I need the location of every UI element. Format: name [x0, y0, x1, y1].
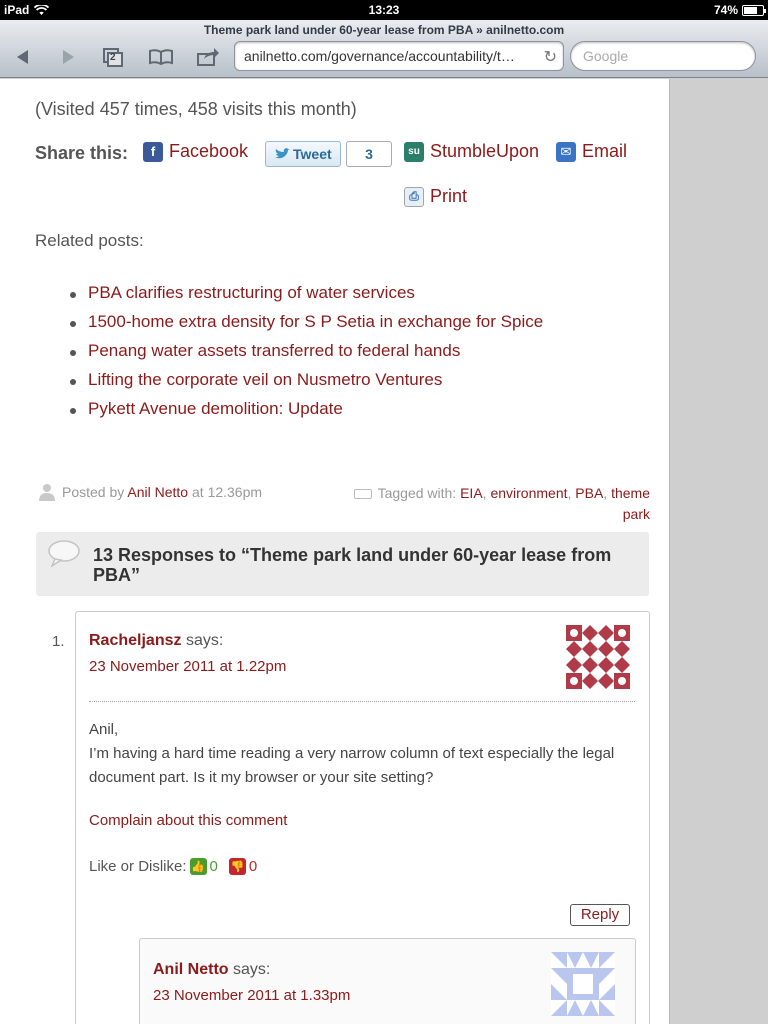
responses-header	[36, 532, 649, 596]
share-stumbleupon-link[interactable]	[404, 141, 539, 162]
forward-arrow-icon	[59, 48, 77, 66]
says-label: says:	[185, 632, 224, 649]
like-count: 0	[209, 858, 218, 875]
reply-button[interactable]: Reply	[570, 904, 630, 926]
envelope-icon: ✉	[556, 142, 576, 162]
comment-text-line: I’m having a hard time reading a very narrow column of text especially the legal document part. Is it my browser or your site setting?	[89, 745, 615, 786]
tagged-with-prefix: Tagged with:	[377, 485, 457, 501]
speech-bubble-icon	[47, 539, 81, 567]
status-bar	[0, 0, 768, 20]
share-print-label: Print	[430, 186, 468, 206]
reply-date-link[interactable]: 23 November 2011 at 1.33pm	[153, 987, 351, 1004]
browser-toolbar	[0, 20, 768, 78]
related-post-item	[70, 341, 543, 370]
share-print-link[interactable]	[404, 186, 467, 207]
related-post-item	[70, 312, 543, 341]
tweet-label: Tweet	[293, 146, 332, 162]
related-posts-heading: Related posts:	[35, 231, 144, 250]
tweet-count: 3	[346, 141, 392, 167]
tag-link[interactable]: EIA	[460, 485, 483, 501]
related-post-item	[70, 399, 543, 428]
complain-link[interactable]: Complain about this comment	[89, 812, 288, 829]
related-post-link[interactable]: Lifting the corporate veil on Nusmetro Ventures	[88, 370, 443, 389]
comment-author-link[interactable]: Racheljansz	[89, 632, 182, 649]
share-bar	[35, 141, 665, 231]
battery-icon	[742, 5, 764, 16]
thumbs-down-icon[interactable]: 👎	[229, 858, 246, 875]
clock: 13:23	[368, 3, 400, 17]
web-page	[0, 79, 670, 1024]
tab-count: 2	[110, 52, 116, 63]
thumbs-up-icon[interactable]: 👍	[190, 858, 207, 875]
share-facebook-link[interactable]	[143, 141, 248, 162]
printer-icon: ⎙	[404, 187, 424, 207]
related-post-item	[70, 283, 543, 312]
tag-link[interactable]: environment	[490, 485, 568, 501]
back-arrow-icon	[14, 48, 32, 66]
share-label: Share this:	[35, 143, 129, 163]
tweet-button[interactable]	[265, 141, 341, 167]
share-email-label: Email	[582, 141, 628, 161]
twitter-bird-icon	[274, 148, 290, 160]
share-action-button[interactable]	[193, 45, 223, 69]
like-dislike-label: Like or Dislike:	[89, 858, 187, 875]
related-posts-list	[70, 283, 543, 428]
pages-button[interactable]	[98, 45, 128, 69]
page-title: Theme park land under 60-year lease from PBA » anilnetto.com	[203, 23, 565, 37]
related-post-item	[70, 370, 543, 399]
share-facebook-label: Facebook	[169, 141, 249, 161]
comment	[75, 611, 650, 1024]
reply-author-link[interactable]: Anil Netto	[153, 961, 229, 978]
related-post-link[interactable]: PBA clarifies restructuring of water services	[88, 283, 415, 302]
post-meta: Posted by Anil Netto at 12.36pm Tagged with: EIA, environment, PBA, theme park	[38, 481, 650, 525]
tag-link[interactable]: PBA	[575, 485, 604, 501]
forward-button[interactable]	[53, 45, 83, 69]
book-icon	[148, 48, 174, 66]
address-bar[interactable]	[234, 41, 564, 71]
avatar	[551, 952, 615, 1016]
visit-counter: (Visited 457 times, 458 visits this month)	[35, 99, 357, 119]
search-input[interactable]	[570, 41, 756, 71]
comment-date-link[interactable]: 23 November 2011 at 1.22pm	[89, 658, 287, 675]
related-post-link[interactable]: Penang water assets transferred to federal hands	[88, 341, 461, 360]
post-author-link[interactable]: Anil Netto	[127, 484, 189, 500]
says-label: says:	[233, 961, 271, 978]
bookmarks-button[interactable]	[146, 45, 176, 69]
stumbleupon-icon: su	[404, 142, 424, 162]
share-stumbleupon-label: StumbleUpon	[430, 141, 540, 161]
like-dislike	[89, 858, 257, 875]
back-button[interactable]	[8, 45, 38, 69]
dislike-count: 0	[248, 858, 258, 875]
reply-comment	[139, 938, 636, 1024]
posted-by-prefix: Posted by	[62, 484, 125, 500]
tag-link[interactable]: theme park	[611, 485, 650, 522]
share-email-link[interactable]	[556, 141, 627, 162]
device-name: iPad	[4, 3, 30, 17]
related-post-link[interactable]: Pykett Avenue demolition: Update	[88, 399, 343, 418]
tag-icon	[354, 489, 372, 499]
battery-percent: 74%	[713, 3, 738, 17]
share-arrow-icon	[196, 47, 220, 67]
comment-body	[89, 718, 629, 790]
post-time: 12.36pm	[207, 484, 263, 500]
search-placeholder: Google	[583, 48, 629, 64]
person-icon	[38, 483, 56, 501]
comment-number: 1.	[52, 633, 65, 650]
responses-heading: 13 Responses to “Theme park land under 60-year lease from PBA”	[93, 545, 612, 585]
reload-icon[interactable]: ↻	[543, 49, 557, 66]
avatar	[566, 625, 630, 689]
url-text: anilnetto.com/governance/accountability/t…	[244, 48, 515, 64]
related-post-link[interactable]: 1500-home extra density for S P Setia in exchange for Spice	[88, 312, 544, 331]
comment-divider	[89, 701, 635, 702]
comment-text-line: Anil,	[89, 721, 119, 738]
posted-at-prefix: at	[191, 484, 204, 500]
facebook-icon: f	[143, 142, 163, 162]
